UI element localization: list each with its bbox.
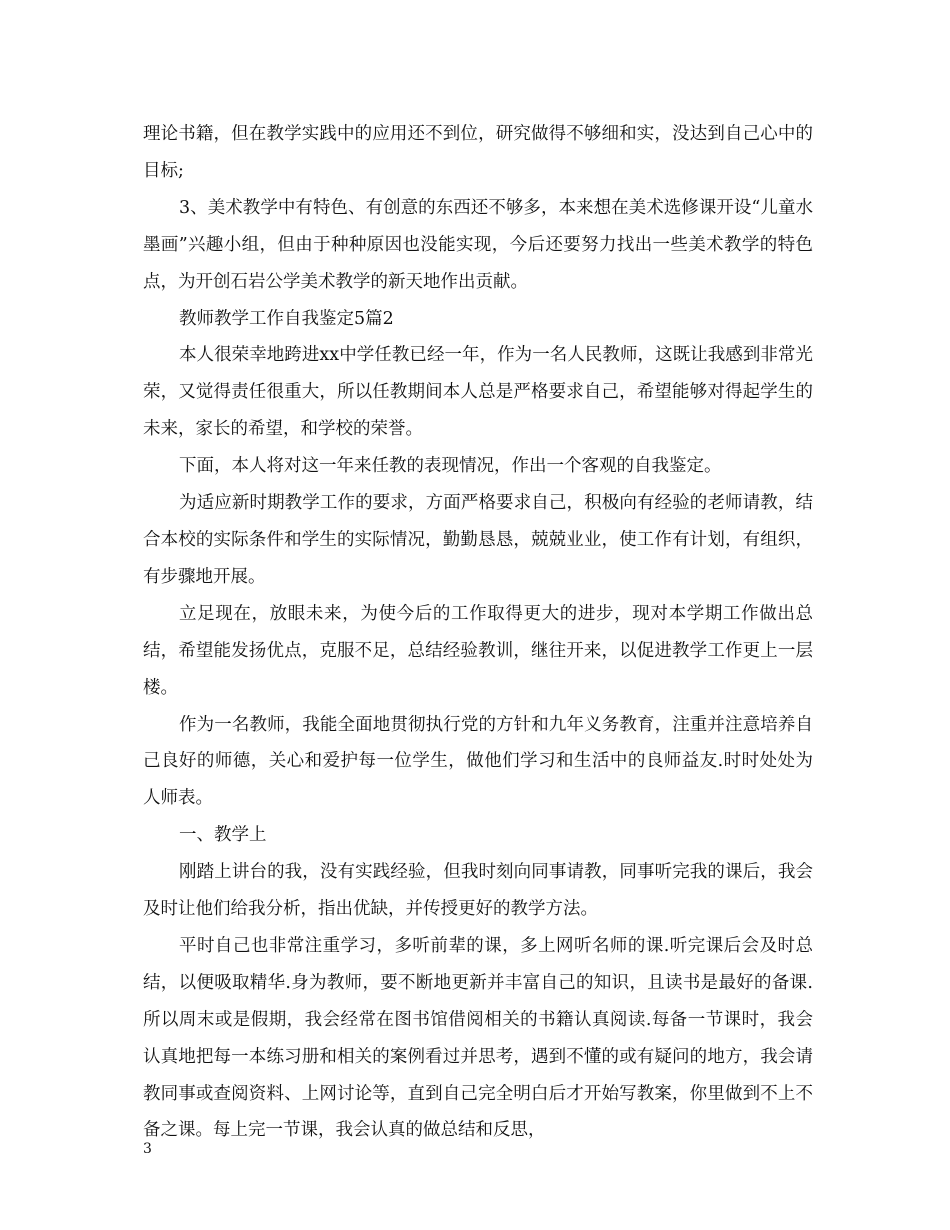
paragraph-art-teaching: 3、美术教学中有特色、有创意的东西还不够多，本来想在美术选修课开设“儿童水墨画”兴趣小组，但由于种种原因也没能实现，今后还要努力找出一些美术教学的特色点，为开创石岩公学美术教学的新天地作出贡献。 xyxy=(143,197,813,292)
paragraph-requirements: 为适应新时期教学工作的要求，方面严格要求自己，积极向有经验的老师请教，结合本校的实际条件和学生的实际情况，勤勤恳恳，兢兢业业，使工作有计划，有组织，有步骤地开展。 xyxy=(143,493,813,587)
page-number: 3 xyxy=(143,1141,152,1157)
document-body xyxy=(143,116,813,1149)
paragraph-continuation: 理论书籍，但在教学实践中的应用还不到位，研究做得不够细和实，没达到自己心中的目标; xyxy=(143,124,813,181)
paragraph-new-teacher: 刚踏上讲台的我，没有实践经验，但我时刻向同事请教，同事听完我的课后，我会及时让他们给我分析，指出优缺，并传授更好的教学方法。 xyxy=(143,862,813,920)
paragraph-intro: 本人很荣幸地跨进xx中学任教已经一年，作为一名人民教师，这既让我感到非常光荣，又觉得责任很重大，所以任教期间本人总是严格要求自己，希望能够对得起学生的未来，家长的希望，和学校的荣誉。 xyxy=(143,345,813,440)
paragraph-summary: 立足现在，放眼未来，为使今后的工作取得更大的进步，现对本学期工作做出总结，希望能发扬优点，克服不足，总结经验教训，继往开来，以促进教学工作更上一层楼。 xyxy=(143,603,813,698)
paragraph-ethics: 作为一名教师，我能全面地贯彻执行党的方针和九年义务教育，注重并注意培养自己良好的师德，关心和爱护每一位学生，做他们学习和生活中的良师益友.时时处处为人师表。 xyxy=(143,714,813,809)
subheading-teaching: 一、教学上 xyxy=(179,825,267,846)
paragraph-self-appraisal: 下面，本人将对这一年来任教的表现情况，作出一个客观的自我鉴定。 xyxy=(179,456,722,477)
section-heading: 教师教学工作自我鉴定5篇2 xyxy=(179,308,394,329)
paragraph-study: 平时自己也非常注重学习，多听前辈的课，多上网听名师的课.听完课后会及时总结，以便吸取精华.身为教师，要不断地更新并丰富自己的知识，且读书是最好的备课.所以周末或是假期，我会经常在图书馆借阅相关的书籍认真阅读.每备一节课时，我会认真地把每一本练习册和相关的案例看过并思考，遇到不懂的或有疑问的地方，我会请教同事或查阅资料、上网讨论等，直到自己完全明白后才开始写教案，你里做到不上不备之课。每上完一节课，我会认真的做总结和反思， xyxy=(143,935,813,1141)
